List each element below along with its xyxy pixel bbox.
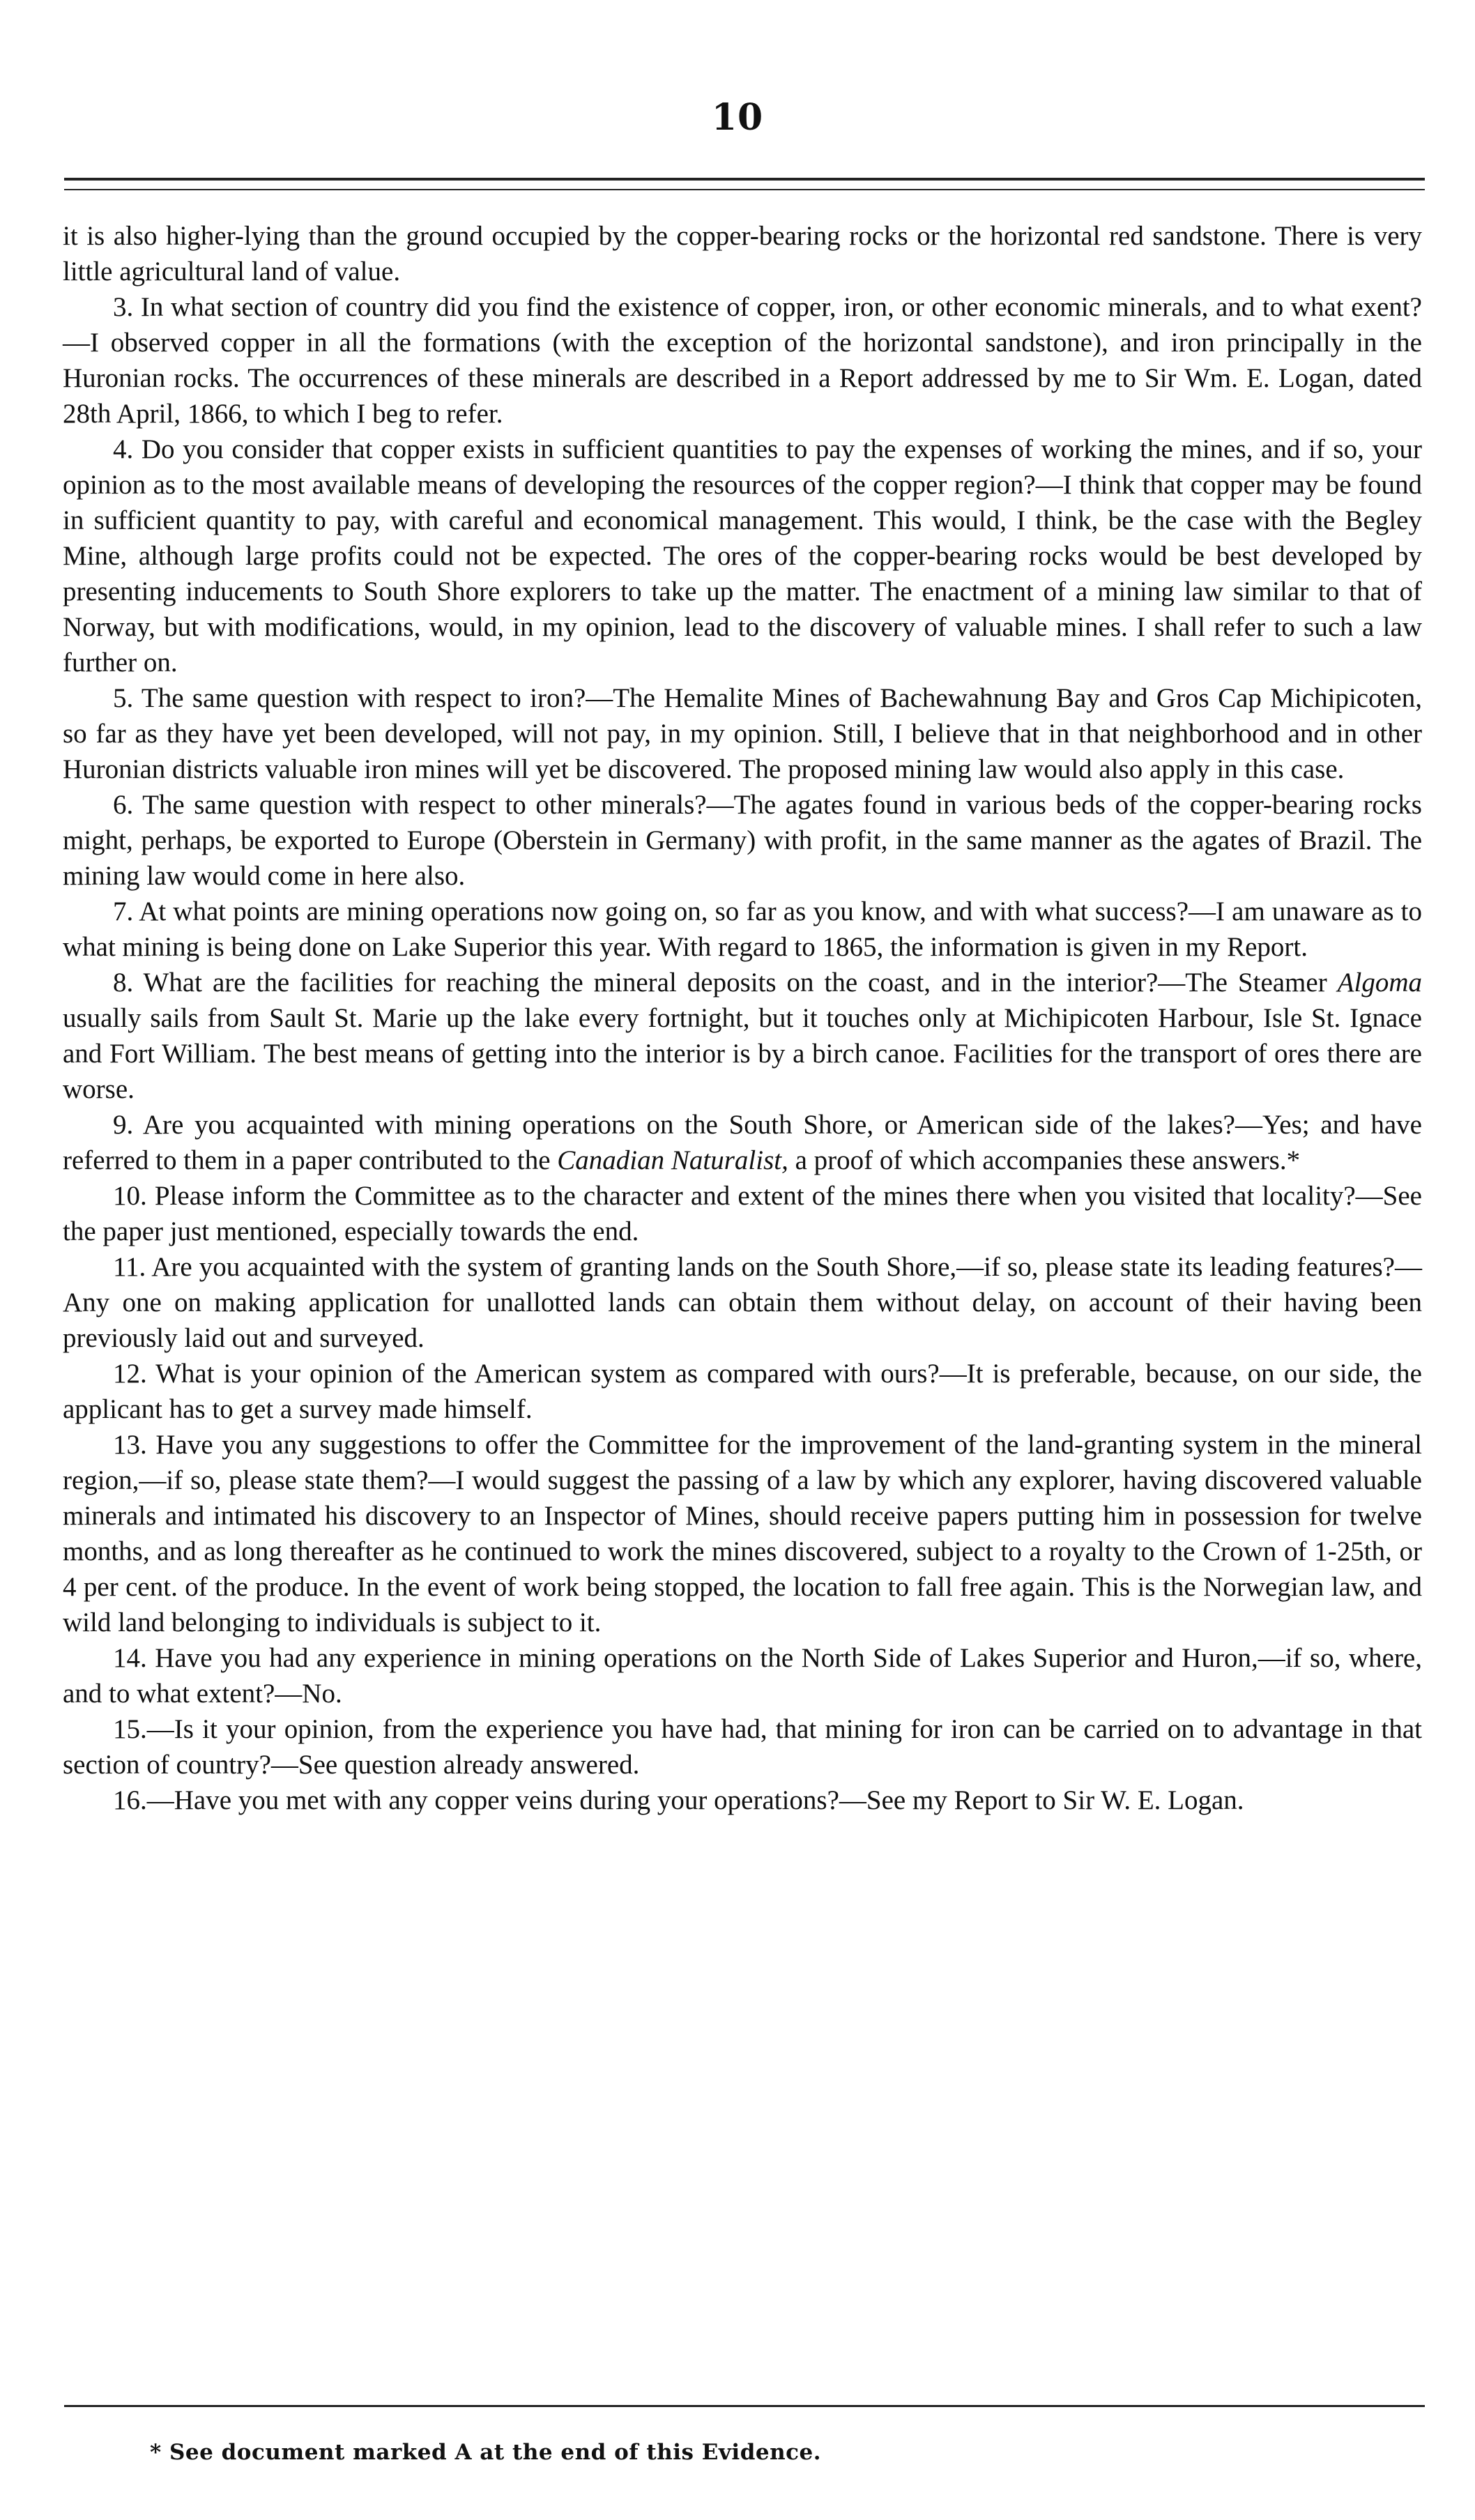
steamer-name: Algoma <box>1337 968 1422 998</box>
paragraph-q9 <box>63 1107 1422 1178</box>
q8-text-before: 8. What are the facilities for reaching the mineral deposits on the coast, and in the interior?—The Steamer <box>113 968 1338 998</box>
paragraph-q4: 4. Do you consider that copper exists in sufficient quantities to pay the expenses of working the mines, and if so, your opinion as to the most available means of developing the resources of the copper region?—I think that copper may be found in sufficient quantity to pay, with careful and economical management. This would, I think, be the case with the Begley Mine, although large profits could not be expected. The ores of the copper-bearing rocks would be best developed by presenting inducements to South Shore explorers to take up the matter. The enactment of a mining law similar to that of Norway, but with modifications, would, in my opinion, lead to the discovery of valuable mines. I shall refer to such a law further on. <box>63 434 1422 678</box>
paragraph-continuation: it is also higher-lying than the ground occupied by the copper-bearing rocks or the horizontal red sandstone. There is very little agricultural land of value. <box>63 221 1422 287</box>
paragraph-q16: 16.—Have you met with any copper veins during your operations?—See my Report to Sir W. E. Logan. <box>113 1785 1244 1815</box>
header-double-rule <box>64 178 1425 190</box>
paragraph-q7: 7. At what points are mining operations now going on, so far as you know, and with what success?—I am unaware as to what mining is being done on Lake Superior this year. With regard to 1865, the information is given in my Report. <box>63 896 1422 962</box>
journal-name: Canadian Naturalist, <box>557 1145 788 1175</box>
paragraph-q5: 5. The same question with respect to iron?—The Hemalite Mines of Bachewahnung Bay and Gros Cap Michipicoten, so far as they have yet been developed, will not pay, in my opinion. Still, I believe that in that neighborhood and in other Huronian districts valuable iron mines will yet be discovered. The proposed mining law would also apply in this case. <box>63 683 1422 784</box>
evidence-body <box>63 218 1422 1818</box>
paragraph-q15: 15.—Is it your opinion, from the experience you have had, that mining for iron can be carried on to advantage in that section of country?—See question already answered. <box>63 1714 1422 1780</box>
q8-text-after: usually sails from Sault St. Marie up the lake every fortnight, but it touches only at Michipicoten Harbour, Isle St. Ignace and Fort William. The best means of getting into the interior is by a birch canoe. Facilities for the transport of ores there are worse. <box>63 1003 1422 1104</box>
paragraph-q12: 12. What is your opinion of the American system as compared with ours?—It is preferable, because, on our side, the applicant has to get a survey made himself. <box>63 1359 1422 1424</box>
page-number: 10 <box>711 96 764 139</box>
paragraph-q6: 6. The same question with respect to other minerals?—The agates found in various beds of the copper-bearing rocks might, perhaps, be exported to Europe (Oberstein in Germany) with profit, in the same manner as the agates of Brazil. The mining law would come in here also. <box>63 790 1422 891</box>
paragraph-q14: 14. Have you had any experience in mining operations on the North Side of Lakes Superior and Huron,—if so, where, and to what extent?—No. <box>63 1643 1422 1709</box>
paragraph-q13: 13. Have you any suggestions to offer the Committee for the improvement of the land-granting system in the mineral region,—if so, please state them?—I would suggest the passing of a law by which any explorer, having discovered valuable minerals and intimated his discovery to an Inspector of Mines, should receive papers putting him in possession for twelve months, and as long thereafter as he continued to work the mines discovered, subject to a royalty to the Crown of 1-25th, or 4 per cent. of the produce. In the event of work being stopped, the location to fall free again. This is the Norwegian law, and wild land belonging to individuals is subject to it. <box>63 1430 1422 1637</box>
paragraph-q8 <box>63 965 1422 1107</box>
paragraph-q10: 10. Please inform the Committee as to the character and extent of the mines there when you visited that locality?—See the paper just mentioned, especially towards the end. <box>63 1181 1422 1246</box>
paragraph-q3: 3. In what section of country did you find the existence of copper, iron, or other economic minerals, and to what exent?—I observed copper in all the formations (with the exception of the horizontal sandstone), and iron principally in the Huronian rocks. The occurrences of these minerals are described in a Report addressed by me to Sir Wm. E. Logan, dated 28th April, 1866, to which I beg to refer. <box>63 292 1422 429</box>
q9-text-after: a proof of which accompanies these answers.* <box>788 1145 1301 1175</box>
paragraph-q11: 11. Are you acquainted with the system of granting lands on the South Shore,—if so, please state its leading features?—Any one on making application for unallotted lands can obtain them without delay, on account of their having been previously laid out and surveyed. <box>63 1252 1422 1353</box>
q9-text-before: 9. Are you acquainted with mining operations on the South Shore, or American side of the lakes?—Yes; and have referred to them in a paper contributed to the <box>63 1110 1422 1175</box>
footnote-rule <box>64 2405 1425 2407</box>
footnote: * See document marked A at the end of this Evidence. <box>150 2440 822 2465</box>
